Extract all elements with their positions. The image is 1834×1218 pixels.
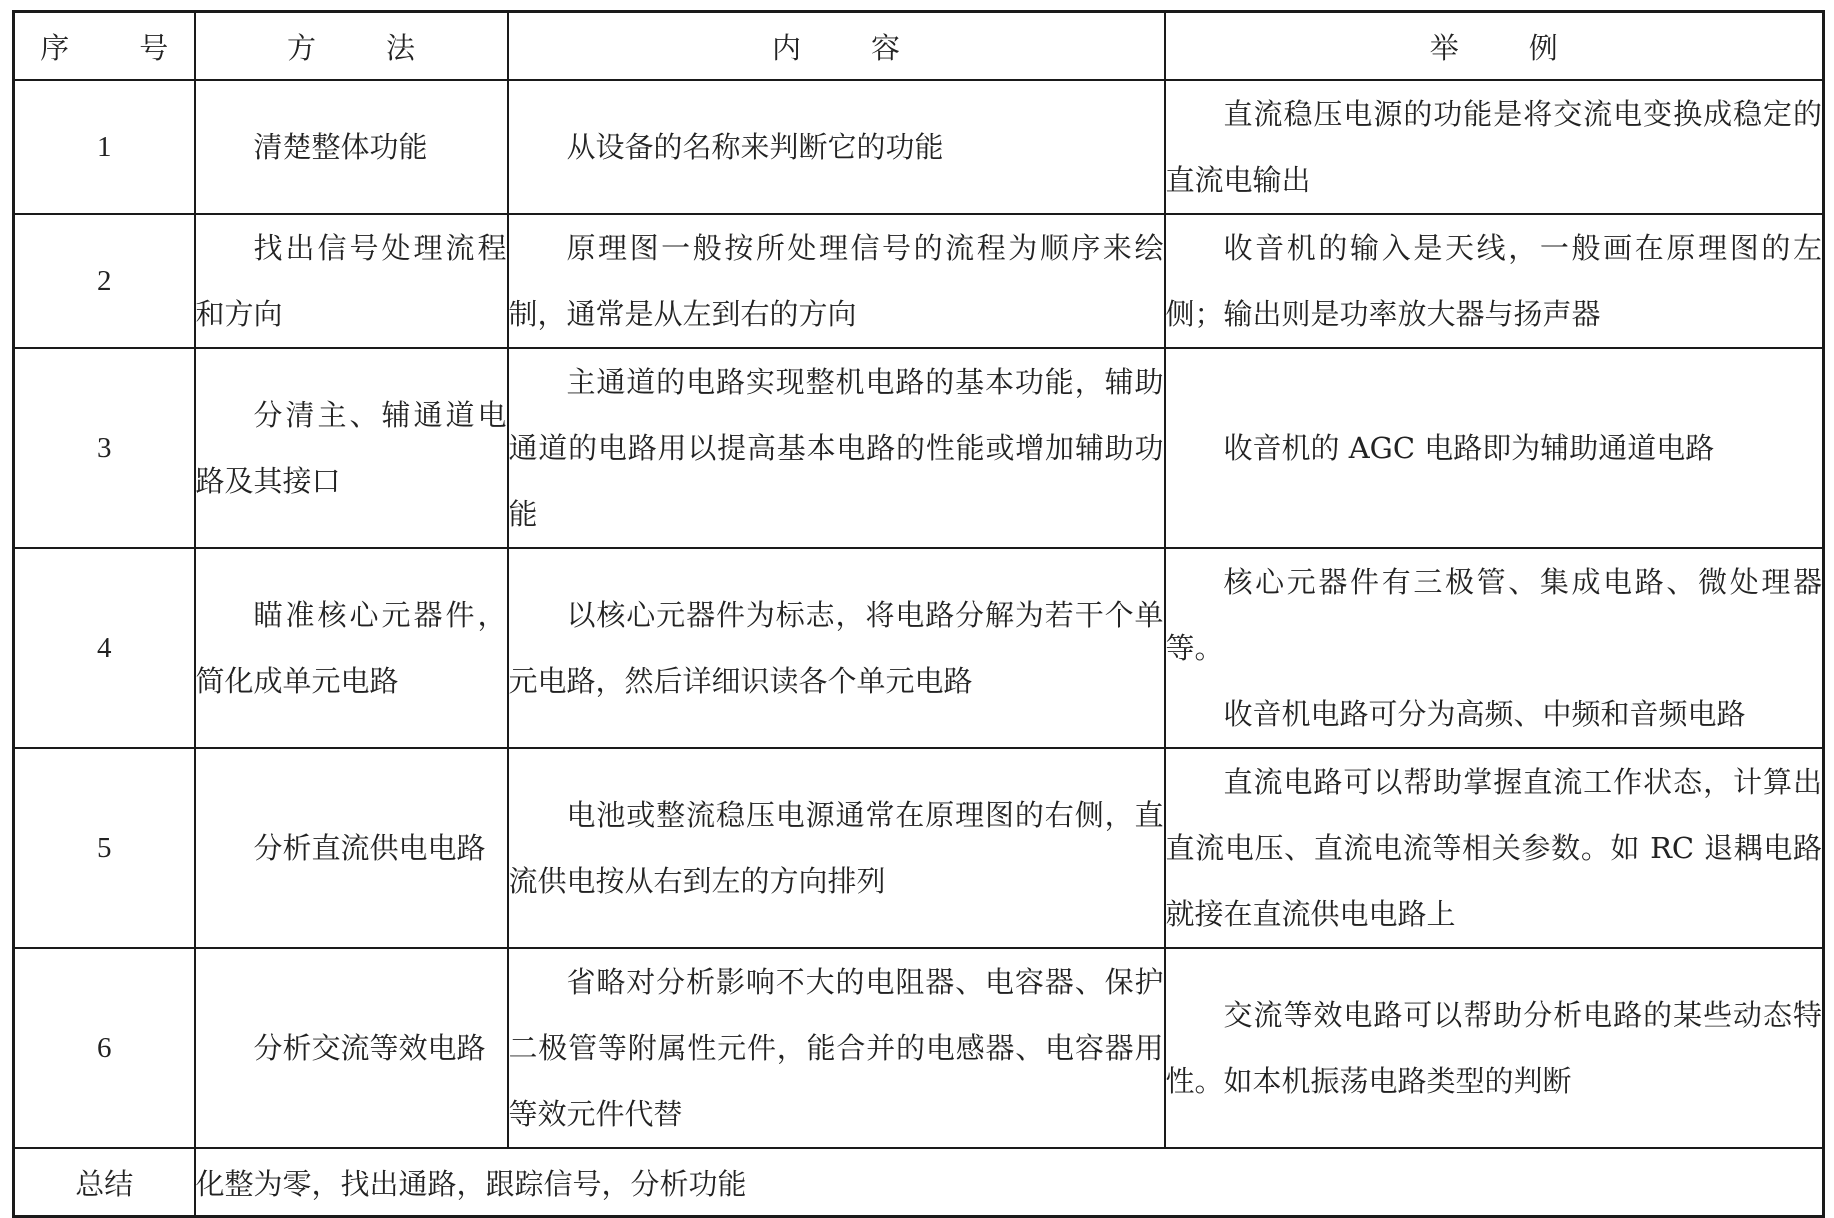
content-text: 省略对分析影响不大的电阻器、电容器、保护二极管等附属性元件，能合并的电感器、电容器用等效元件代替	[508, 965, 1164, 1132]
summary-row	[14, 1148, 1824, 1216]
example-cell	[1165, 748, 1824, 948]
row-number: 4	[14, 548, 195, 748]
header-example-char-1: 举	[1429, 30, 1459, 65]
row-number: 3	[14, 348, 195, 548]
row-number: 2	[14, 214, 195, 348]
header-example-char-2: 例	[1528, 30, 1558, 65]
table-row	[14, 548, 1824, 748]
example-cell	[1165, 948, 1824, 1148]
table-row	[14, 80, 1824, 214]
header-index-char-2: 号	[139, 30, 169, 65]
table-row	[14, 748, 1824, 948]
example-text: 直流稳压电源的功能是将交流电变换成稳定的直流电输出	[1165, 97, 1822, 198]
table-row	[14, 948, 1824, 1148]
method-cell	[195, 80, 508, 214]
content-text: 以核心元器件为标志，将电路分解为若干个单元电路，然后详细识读各个单元电路	[508, 598, 1164, 699]
method-cell	[195, 948, 508, 1148]
header-content	[508, 12, 1165, 81]
method-cell	[195, 214, 508, 348]
example-text-2: 收音机电路可分为高频、中频和音频电路	[1223, 697, 1746, 732]
content-cell	[508, 214, 1165, 348]
example-cell	[1165, 80, 1824, 214]
header-index-char-1: 序	[40, 30, 70, 65]
header-method-char-2: 法	[386, 30, 416, 65]
example-cell	[1165, 348, 1824, 548]
row-number: 6	[14, 948, 195, 1148]
summary-text: 化整为零，找出通路，跟踪信号，分析功能	[195, 1148, 1824, 1216]
header-row	[14, 12, 1824, 81]
content-cell	[508, 548, 1165, 748]
header-method	[195, 12, 508, 81]
row-number: 5	[14, 748, 195, 948]
content-cell	[508, 80, 1165, 214]
content-text: 原理图一般按所处理信号的流程为顺序来绘制，通常是从左到右的方向	[508, 231, 1164, 332]
example-text: 直流电路可以帮助掌握直流工作状态，计算出直流电压、直流电流等相关参数。如 RC 退耦电路就接在直流供电电路上	[1165, 765, 1822, 932]
example-text: 交流等效电路可以帮助分析电路的某些动态特性。如本机振荡电路类型的判断	[1165, 998, 1822, 1099]
header-index	[14, 12, 195, 81]
content-cell	[508, 348, 1165, 548]
method-text: 分析交流等效电路	[253, 1031, 486, 1066]
method-cell	[195, 548, 508, 748]
example-cell	[1165, 214, 1824, 348]
circuit-reading-methods-table	[12, 10, 1825, 1218]
header-content-char-2: 容	[871, 30, 901, 65]
content-cell	[508, 748, 1165, 948]
content-cell	[508, 948, 1165, 1148]
table-row	[14, 348, 1824, 548]
method-text: 分析直流供电电路	[253, 831, 486, 866]
example-text: 收音机的 AGC 电路即为辅助通道电路	[1223, 431, 1715, 466]
method-text: 清楚整体功能	[253, 130, 428, 165]
method-cell	[195, 348, 508, 548]
summary-label: 总结	[14, 1148, 195, 1216]
example-text: 收音机的输入是天线，一般画在原理图的左侧；输出则是功率放大器与扬声器	[1165, 231, 1822, 332]
method-cell	[195, 748, 508, 948]
table-row	[14, 214, 1824, 348]
method-text: 找出信号处理流程和方向	[195, 231, 507, 332]
content-text: 电池或整流稳压电源通常在原理图的右侧，直流供电按从右到左的方向排列	[508, 798, 1164, 899]
method-text: 瞄准核心元器件，简化成单元电路	[195, 598, 507, 699]
content-text: 主通道的电路实现整机电路的基本功能，辅助通道的电路用以提高基本电路的性能或增加辅助功能	[508, 365, 1164, 532]
example-text: 核心元器件有三极管、集成电路、微处理器等。	[1165, 565, 1822, 666]
method-text: 分清主、辅通道电路及其接口	[195, 398, 507, 499]
header-method-char-1: 方	[286, 30, 316, 65]
content-text: 从设备的名称来判断它的功能	[566, 130, 944, 165]
header-content-char-1: 内	[771, 30, 801, 65]
header-example	[1165, 12, 1824, 81]
example-cell	[1165, 548, 1824, 748]
row-number: 1	[14, 80, 195, 214]
